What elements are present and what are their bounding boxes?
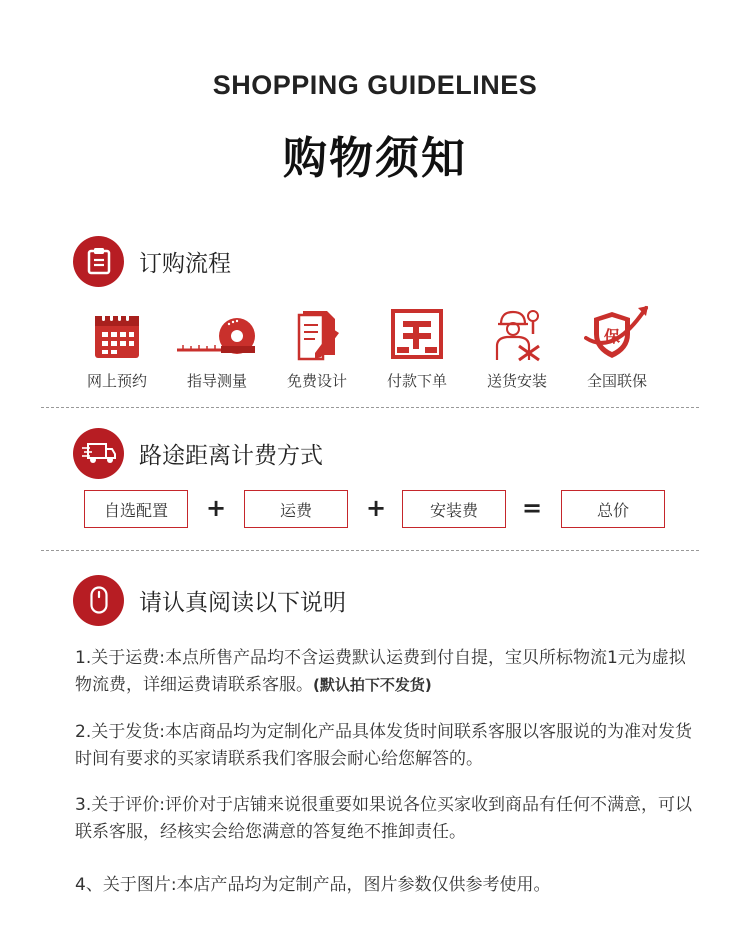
section-title: 请认真阅读以下说明 bbox=[139, 589, 346, 616]
note-delivery bbox=[75, 719, 695, 773]
section-title: 订购流程 bbox=[139, 250, 231, 277]
note-text: 3.关于评价:评价对于店铺来说很重要如果说各位买家收到商品有任何不满意，可以联系客服，经核实会给您满意的答复绝不推卸责任。 bbox=[75, 795, 692, 842]
formula-item-install: 安装费 bbox=[402, 490, 506, 528]
section-instructions bbox=[73, 574, 346, 626]
section-order-process bbox=[73, 235, 231, 287]
step-payment bbox=[362, 304, 472, 391]
clipboard-icon bbox=[73, 236, 124, 287]
note-review bbox=[75, 792, 695, 846]
divider bbox=[41, 407, 699, 408]
section-shipping-cost bbox=[73, 427, 323, 479]
order-steps bbox=[62, 304, 672, 394]
note-text: 2.关于发货:本店商品均为定制化产品具体发货时间联系客服以客服说的为准对发货时间有要求的买家请联系我们客服会耐心给您解答的。 bbox=[75, 722, 692, 769]
design-pencil-icon bbox=[262, 304, 372, 364]
step-delivery-install bbox=[462, 304, 572, 391]
step-label: 全国联保 bbox=[586, 372, 647, 390]
page-title-cn: 购物须知 bbox=[283, 133, 467, 184]
step-online-booking bbox=[62, 304, 172, 391]
delivery-truck-icon bbox=[73, 428, 124, 479]
step-free-design bbox=[262, 304, 372, 391]
step-label: 送货安装 bbox=[486, 372, 547, 390]
formula-item-shipping: 运费 bbox=[244, 490, 348, 528]
price-formula bbox=[0, 490, 750, 530]
note-shipping bbox=[75, 645, 695, 699]
svg-text:保: 保 bbox=[603, 327, 621, 346]
divider bbox=[41, 550, 699, 551]
payment-icon bbox=[362, 304, 472, 364]
step-label: 付款下单 bbox=[386, 372, 447, 390]
installer-worker-icon bbox=[462, 304, 572, 364]
formula-plus-sign: + bbox=[205, 494, 227, 522]
step-label: 免费设计 bbox=[286, 372, 347, 390]
calendar-icon bbox=[62, 304, 172, 364]
note-text: 1.关于运费:本点所售产品均不含运费默认运费到付自提，宝贝所标物流1元为虚拟物流费，详细运费请联系客服。 bbox=[75, 648, 686, 695]
section-title: 路途距离计费方式 bbox=[139, 442, 323, 469]
tape-measure-icon bbox=[162, 304, 272, 364]
formula-plus-sign: + bbox=[365, 494, 387, 522]
page-title-en: SHOPPING GUIDELINES bbox=[212, 70, 538, 100]
step-label: 网上预约 bbox=[86, 372, 147, 390]
step-measurement bbox=[162, 304, 272, 391]
formula-item-config: 自选配置 bbox=[84, 490, 188, 528]
note-images bbox=[75, 872, 695, 899]
step-warranty bbox=[562, 304, 672, 391]
note-bold-text: (默认拍下不发货) bbox=[313, 676, 432, 694]
note-text: 4、关于图片:本店产品均为定制产品，图片参数仅供参考使用。 bbox=[75, 875, 551, 895]
step-label: 指导测量 bbox=[186, 372, 247, 390]
mouse-icon bbox=[73, 575, 124, 626]
formula-total-price: 总价 bbox=[561, 490, 665, 528]
formula-equals-sign: = bbox=[521, 494, 543, 522]
warranty-shield-icon bbox=[562, 304, 672, 364]
